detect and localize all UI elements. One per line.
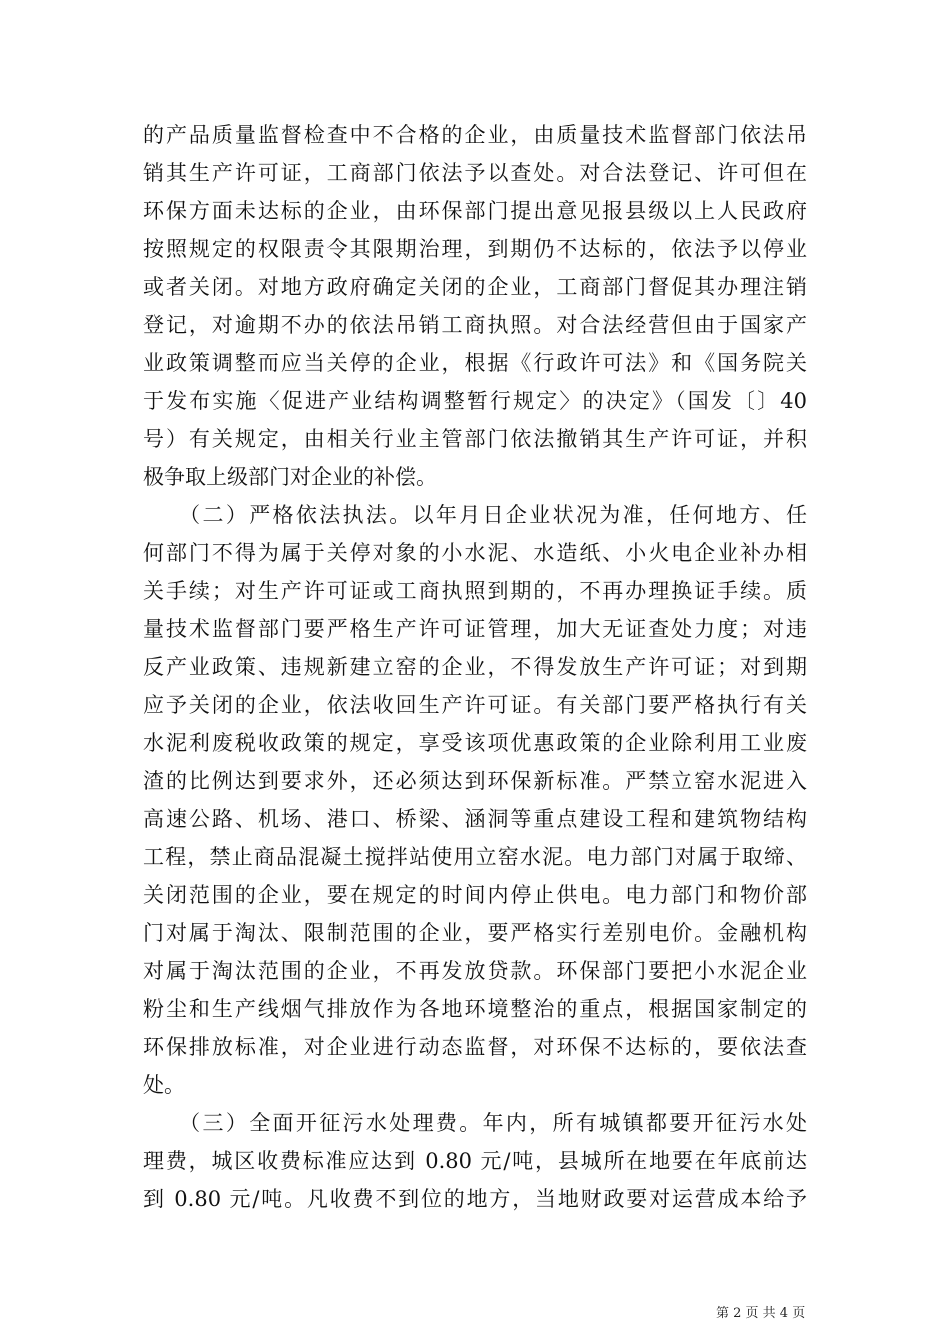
body-text-line: 关手续；对生产许可证或工商执照到期的，不再办理换证手续。质: [143, 579, 807, 603]
body-text-line: 环保方面未达标的企业，由环保部门提出意见报县级以上人民政府: [143, 199, 807, 223]
body-text-line: 工程，禁止商品混凝土搅拌站使用立窑水泥。电力部门对属于取缔、: [143, 845, 807, 869]
body-text-line: 渣的比例达到要求外，还必须达到环保新标准。严禁立窑水泥进入: [143, 769, 807, 793]
body-text-line: 登记，对逾期不办的依法吊销工商执照。对合法经营但由于国家产: [143, 313, 807, 337]
paragraph-2-start: （二）严格依法执法。以年月日企业状况为准，任何地方、任: [143, 503, 807, 527]
body-text-line: 到 0.80 元/吨。凡收费不到位的地方，当地财政要对运营成本给予: [143, 1187, 807, 1211]
body-text-line: 理费，城区收费标准应达到 0.80 元/吨，县城所在地要在年底前达: [143, 1149, 807, 1173]
body-text-line: 高速公路、机场、港口、桥梁、涵洞等重点建设工程和建筑物结构: [143, 807, 807, 831]
body-text-line: 反产业政策、违规新建立窑的企业，不得发放生产许可证；对到期: [143, 655, 807, 679]
body-text-line: 按照规定的权限责令其限期治理，到期仍不达标的，依法予以停业: [143, 237, 807, 261]
body-text-line: 粉尘和生产线烟气排放作为各地环境整治的重点，根据国家制定的: [143, 997, 807, 1021]
body-text-line: 处。: [143, 1073, 185, 1097]
body-text-line: 何部门不得为属于关停对象的小水泥、水造纸、小火电企业补办相: [143, 541, 807, 565]
body-text-line: 或者关闭。对地方政府确定关闭的企业，工商部门督促其办理注销: [143, 275, 807, 299]
body-text-line: 量技术监督部门要严格生产许可证管理，加大无证查处力度；对违: [143, 617, 807, 641]
body-text-line: 极争取上级部门对企业的补偿。: [143, 465, 437, 489]
body-text-line: 应予关闭的企业，依法收回生产许可证。有关部门要严格执行有关: [143, 693, 807, 717]
page-number-footer: 第 2 页 共 4 页: [716, 1306, 806, 1321]
body-text-line: 号）有关规定，由相关行业主管部门依法撤销其生产许可证，并积: [143, 427, 807, 451]
body-text-line: 销其生产许可证，工商部门依法予以查处。对合法登记、许可但在: [143, 161, 807, 185]
body-text-line: 对属于淘汰范围的企业，不再发放贷款。环保部门要把小水泥企业: [143, 959, 807, 983]
body-text-line: 于发布实施〈促进产业结构调整暂行规定〉的决定》（国发〔〕40: [143, 389, 807, 413]
body-text-line: 的产品质量监督检查中不合格的企业，由质量技术监督部门依法吊: [143, 123, 807, 147]
body-text-line: 业政策调整而应当关停的企业，根据《行政许可法》和《国务院关: [143, 351, 807, 375]
body-text-line: 门对属于淘汰、限制范围的企业，要严格实行差别电价。金融机构: [143, 921, 807, 945]
body-text-line: 环保排放标准，对企业进行动态监督，对环保不达标的，要依法查: [143, 1035, 807, 1059]
body-text-line: 水泥利废税收政策的规定，享受该项优惠政策的企业除利用工业废: [143, 731, 807, 755]
body-text-line: 关闭范围的企业，要在规定的时间内停止供电。电力部门和物价部: [143, 883, 807, 907]
paragraph-3-start: （三）全面开征污水处理费。年内，所有城镇都要开征污水处: [143, 1111, 807, 1135]
